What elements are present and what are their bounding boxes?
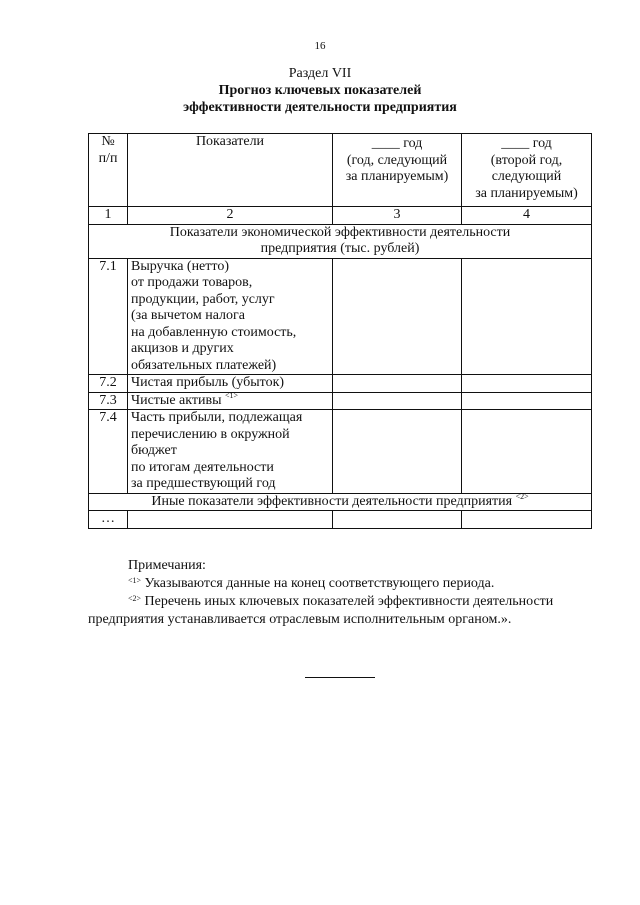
- indicator-line: продукции, работ, услуг: [131, 291, 275, 307]
- note-2: [88, 593, 608, 629]
- page-number: 16: [314, 40, 326, 52]
- group-other-indicators: [89, 493, 592, 511]
- notes-block: [88, 557, 608, 629]
- group-title-text: Иные показатели эффективности деятельности предприятия: [151, 493, 513, 509]
- header-number-line: №: [101, 134, 115, 149]
- note-1-text: Указываются данные на конец соответствующего периода.: [144, 576, 495, 591]
- notes-title: Примечания:: [128, 558, 206, 573]
- indicator-line: по итогам деятельности: [131, 459, 274, 475]
- row-number: 7.3: [89, 392, 128, 410]
- header-year-2: [462, 134, 592, 207]
- group-title-line: Показатели экономической эффективности деятельности: [169, 224, 511, 240]
- indicator-line: бюджет: [131, 443, 177, 458]
- indicator-line: Выручка (нетто): [131, 258, 229, 274]
- column-number-row: [89, 207, 592, 225]
- row-value-year-2: [462, 375, 592, 393]
- section-title: Раздел VII: [288, 66, 352, 81]
- table-row: [89, 410, 592, 494]
- column-number: 2: [128, 207, 333, 225]
- header-year-2-line: (второй год,: [490, 152, 563, 168]
- row-number: 7.1: [89, 258, 128, 375]
- table-row: [89, 258, 592, 375]
- row-value-year-2: [462, 258, 592, 375]
- header-year-1-line: за планируемым): [345, 169, 449, 184]
- group-title-line: предприятия (тыс. рублей): [260, 241, 420, 256]
- closing-rule: [305, 677, 375, 678]
- row-value-year-2: [462, 410, 592, 494]
- group-title: [89, 224, 592, 258]
- header-year-2-line: за планируемым): [475, 185, 578, 201]
- header-year-1: [333, 134, 462, 207]
- header-number: [89, 134, 128, 207]
- column-number: 1: [89, 207, 128, 225]
- indicator-line: за предшествующий год: [131, 476, 276, 491]
- row-indicator: [128, 375, 333, 393]
- row-number: 7.4: [89, 410, 128, 494]
- footnote-ref-2: <2>: [515, 491, 529, 501]
- indicator-line: от продажи товаров,: [131, 275, 253, 290]
- column-number: 4: [462, 207, 592, 225]
- header-year-2-line: следующий: [491, 169, 562, 184]
- group-title: [89, 493, 592, 511]
- row-number: 7.2: [89, 375, 128, 393]
- indicator-line: акцизов и других: [131, 341, 234, 356]
- row-value-year-1: [333, 392, 462, 410]
- header-year-1-line: ____ год: [371, 136, 423, 151]
- group-economic-efficiency: [89, 224, 592, 258]
- row-value-year-2: [462, 511, 592, 529]
- table-row: [89, 375, 592, 393]
- indicator-line: на добавленную стоимость,: [131, 324, 297, 340]
- forecast-table: [88, 133, 592, 529]
- header-year-1-line: (год, следующий: [346, 152, 448, 168]
- heading-line-2: эффективности деятельности предприятия: [183, 100, 457, 115]
- header-number-line: п/п: [98, 150, 118, 166]
- row-value-year-2: [462, 392, 592, 410]
- indicator-line: (за вычетом налога: [131, 308, 245, 323]
- header-indicators: Показатели: [128, 134, 333, 207]
- row-indicator: [128, 392, 333, 410]
- row-indicator: [128, 410, 333, 494]
- indicator-line: Часть прибыли, подлежащая: [131, 410, 303, 425]
- indicator-line: обязательных платежей): [131, 357, 277, 373]
- note-1-mark: <1>: [128, 576, 142, 585]
- indicator-text: Чистые активы: [131, 392, 222, 408]
- row-indicator: [128, 511, 333, 529]
- note-2-mark: <2>: [128, 594, 142, 603]
- table-row: [89, 392, 592, 410]
- row-value-year-1: [333, 410, 462, 494]
- footnote-ref-1: <1>: [225, 390, 239, 400]
- note-2-text: Перечень иных ключевых показателей эффективности деятельности предприятия устанавливается отраслевым исполнительным органом.».: [88, 594, 554, 627]
- indicator-line: Чистая прибыль (убыток): [131, 375, 285, 390]
- indicator-line: перечислению в окружной: [131, 426, 290, 442]
- table-row: [89, 511, 592, 529]
- row-value-year-1: [333, 511, 462, 529]
- header-year-2-line: ____ год: [501, 136, 552, 151]
- table-header-row: [89, 134, 592, 207]
- heading-line-1: Прогноз ключевых показателей: [218, 83, 422, 98]
- row-value-year-1: [333, 375, 462, 393]
- column-number: 3: [333, 207, 462, 225]
- row-number: …: [89, 511, 128, 529]
- row-value-year-1: [333, 258, 462, 375]
- note-1: [88, 575, 608, 593]
- row-indicator: [128, 258, 333, 375]
